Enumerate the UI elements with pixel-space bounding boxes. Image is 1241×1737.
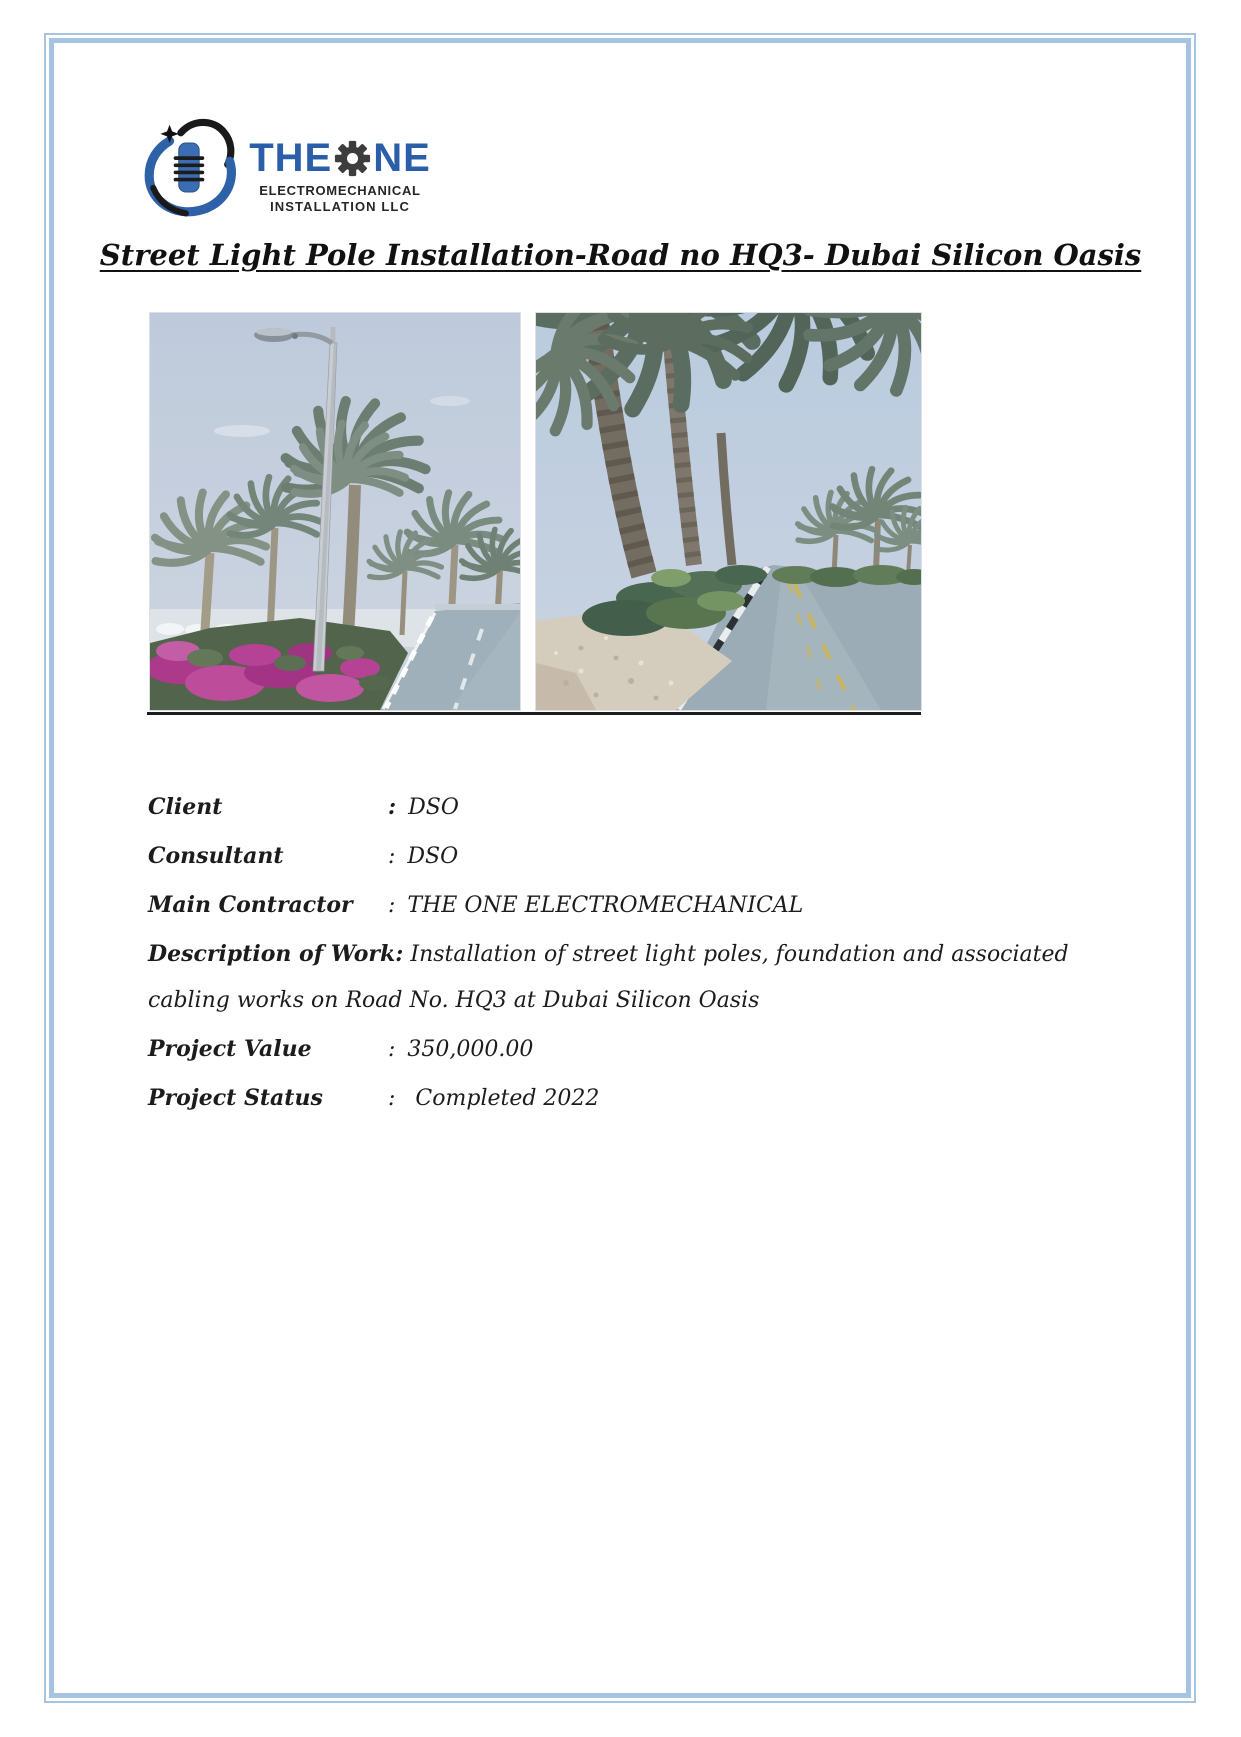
detail-row-description	[148, 931, 1100, 1024]
description-text: Installation of street light poles, foundation and associated cabling works on Road No. HQ3 at Dubai Silicon Oasis	[148, 942, 1069, 1013]
photo-palm-lined-road	[536, 313, 921, 710]
detail-row-consultant	[148, 833, 1100, 880]
photo-underline-rule	[147, 712, 921, 715]
page-title: Street Light Pole Installation-Road no HQ3- Dubai Silicon Oasis	[99, 238, 1142, 272]
detail-row-project-status	[148, 1075, 1100, 1122]
logo-title-ne: NE	[373, 136, 431, 180]
photo-street-light-pole	[150, 313, 520, 710]
gear-icon	[334, 140, 371, 177]
detail-value: DSO	[407, 844, 459, 869]
detail-colon: :	[388, 794, 397, 820]
detail-row-project-value	[148, 1026, 1100, 1073]
bolt-icon	[174, 143, 205, 192]
logo-subtitle-1: ELECTROMECHANICAL	[259, 183, 421, 198]
detail-colon: :	[388, 844, 396, 869]
detail-colon: :	[388, 1037, 396, 1062]
detail-value: 350,000.00	[407, 1037, 534, 1062]
detail-label: Consultant	[148, 843, 284, 869]
company-logo	[140, 112, 446, 220]
detail-value: Completed 2022	[415, 1086, 600, 1111]
detail-label: Client	[148, 794, 223, 820]
logo-text	[234, 138, 446, 216]
description-label: Description of Work:	[148, 941, 404, 967]
detail-label: Main Contractor	[148, 892, 353, 918]
logo-subtitle-2: INSTALLATION LLC	[270, 199, 410, 215]
logo-title-the: THE	[249, 136, 333, 180]
detail-value: THE ONE ELECTROMECHANICAL	[407, 893, 804, 918]
project-details	[148, 784, 1100, 1124]
detail-row-client	[148, 784, 1100, 831]
detail-value: DSO	[408, 795, 459, 820]
detail-label: Project Status	[148, 1085, 323, 1111]
detail-colon: :	[388, 893, 396, 918]
detail-label: Project Value	[148, 1036, 312, 1062]
detail-colon: :	[388, 1086, 396, 1111]
logo-title	[234, 138, 446, 178]
detail-row-main-contractor	[148, 882, 1100, 929]
logo-mark	[140, 112, 242, 220]
